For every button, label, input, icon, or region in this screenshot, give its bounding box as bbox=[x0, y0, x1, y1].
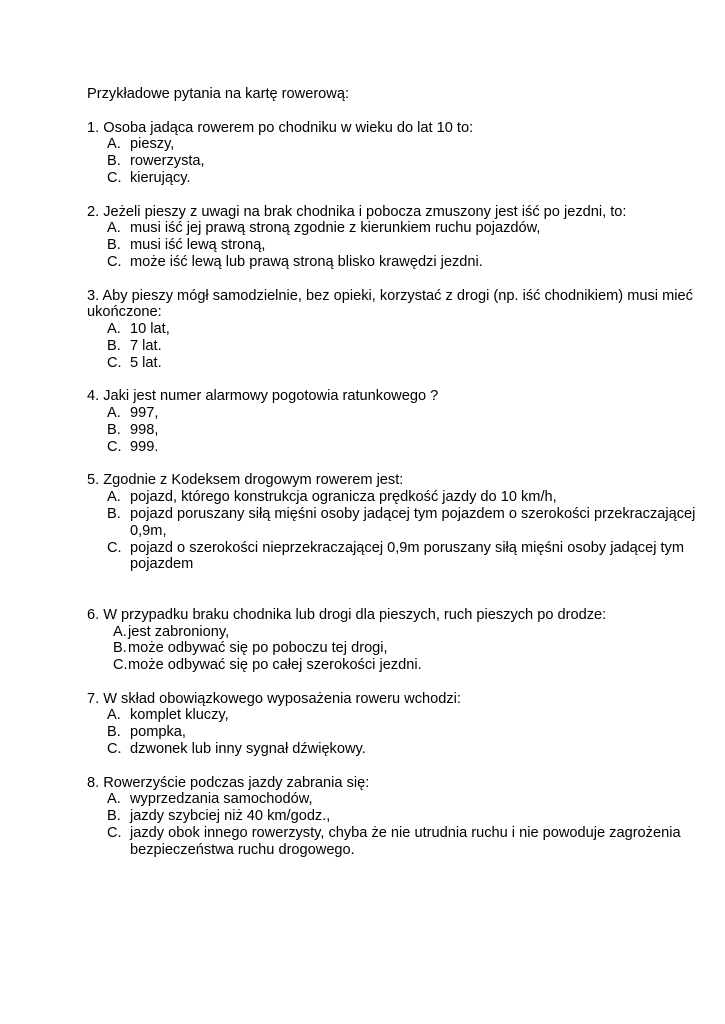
answer-option-c bbox=[87, 355, 697, 372]
answer-option-a bbox=[87, 405, 697, 422]
answer-option-b bbox=[87, 338, 697, 355]
answer-text: 998, bbox=[130, 421, 159, 438]
answer-letter: B. bbox=[107, 237, 121, 254]
answer-list bbox=[87, 321, 697, 371]
question-text: 7. W skład obowiązkowego wyposażenia roweru wchodzi: bbox=[87, 690, 461, 707]
answer-option-c bbox=[87, 657, 697, 674]
answer-letter: A. bbox=[107, 136, 121, 153]
answer-list bbox=[87, 791, 697, 858]
answer-text: pieszy, bbox=[130, 136, 175, 153]
answer-text: może odbywać się po całej szerokości jezdni. bbox=[128, 657, 422, 674]
question-text: 3. Aby pieszy mógł samodzielnie, bez opieki, korzystać z drogi (np. iść chodnikiem) musi mieć ukończone: bbox=[87, 287, 693, 321]
answer-letter: A. bbox=[107, 707, 121, 724]
answer-option-a bbox=[87, 220, 697, 237]
answer-text: pompka, bbox=[130, 724, 186, 741]
answer-letter: C. bbox=[107, 741, 122, 758]
answer-option-c bbox=[87, 825, 697, 859]
answer-option-c bbox=[87, 439, 697, 456]
answer-option-c bbox=[87, 540, 697, 574]
answer-option-b bbox=[87, 724, 697, 741]
answer-text: rowerzysta, bbox=[130, 153, 205, 170]
answer-text: jazdy szybciej niż 40 km/godz., bbox=[130, 808, 331, 825]
answer-letter: C. bbox=[107, 169, 122, 186]
answer-text: kierujący. bbox=[130, 169, 191, 186]
answer-text: może iść lewą lub prawą stroną blisko krawędzi jezdni. bbox=[130, 253, 483, 270]
answer-text: pojazd o szerokości nieprzekraczającej 0,9m poruszany siłą mięśni osoby jadącej tym pojazdem bbox=[130, 539, 685, 573]
answer-letter: B. bbox=[107, 421, 121, 438]
answer-text: pojazd, którego konstrukcja ogranicza prędkość jazdy do 10 km/h, bbox=[130, 489, 557, 506]
question-2 bbox=[87, 204, 697, 271]
answer-list bbox=[87, 489, 697, 573]
question-6 bbox=[87, 607, 697, 674]
question-4 bbox=[87, 388, 697, 455]
answer-letter: B. bbox=[113, 640, 127, 657]
answer-option-b bbox=[87, 153, 697, 170]
answer-text: 5 lat. bbox=[130, 354, 162, 371]
answer-option-a bbox=[87, 321, 697, 338]
document-content bbox=[87, 86, 697, 875]
answer-text: musi iść jej prawą stroną zgodnie z kierunkiem ruchu pojazdów, bbox=[130, 220, 541, 237]
answer-list bbox=[87, 220, 697, 270]
answer-text: 999. bbox=[130, 438, 159, 455]
answer-list bbox=[87, 624, 697, 674]
question-text: 4. Jaki jest numer alarmowy pogotowia ratunkowego ? bbox=[87, 388, 439, 405]
answer-letter: A. bbox=[107, 405, 121, 422]
answer-option-b bbox=[87, 237, 697, 254]
answer-option-a bbox=[87, 489, 697, 506]
answer-text: musi iść lewą stroną, bbox=[130, 237, 266, 254]
answer-option-a bbox=[87, 791, 697, 808]
answer-list bbox=[87, 707, 697, 757]
answer-letter: C. bbox=[107, 825, 122, 842]
answer-option-b bbox=[87, 422, 697, 439]
answer-letter: B. bbox=[107, 337, 121, 354]
answer-letter: C. bbox=[107, 539, 122, 556]
answer-option-b bbox=[87, 808, 697, 825]
answer-list bbox=[87, 405, 697, 455]
answer-text: dzwonek lub inny sygnał dźwiękowy. bbox=[130, 741, 366, 758]
question-text: 1. Osoba jadąca rowerem po chodniku w wieku do lat 10 to: bbox=[87, 119, 474, 136]
answer-text: jest zabroniony, bbox=[128, 623, 230, 640]
answer-text: 10 lat, bbox=[130, 321, 170, 338]
answer-letter: B. bbox=[107, 505, 121, 522]
question-text: 2. Jeżeli pieszy z uwagi na brak chodnika i pobocza zmuszony jest iść po jezdni, to: bbox=[87, 203, 627, 220]
answer-option-c bbox=[87, 170, 697, 187]
document-title: Przykładowe pytania na kartę rowerową: bbox=[87, 86, 350, 102]
answer-letter: C. bbox=[113, 657, 128, 674]
answer-option-a bbox=[87, 624, 697, 641]
answer-option-a bbox=[87, 136, 697, 153]
answer-letter: C. bbox=[107, 253, 122, 270]
answer-letter: B. bbox=[107, 153, 121, 170]
answer-letter: C. bbox=[107, 354, 122, 371]
answer-letter: A. bbox=[113, 623, 127, 640]
answer-letter: A. bbox=[107, 489, 121, 506]
answer-text: wyprzedzania samochodów, bbox=[130, 791, 313, 808]
answer-letter: A. bbox=[107, 220, 121, 237]
question-text: 5. Zgodnie z Kodeksem drogowym rowerem jest: bbox=[87, 472, 404, 489]
answer-letter: A. bbox=[107, 321, 121, 338]
question-7 bbox=[87, 691, 697, 758]
answer-option-b bbox=[87, 640, 697, 657]
question-1 bbox=[87, 120, 697, 187]
answer-option-b bbox=[87, 506, 697, 540]
answer-text: jazdy obok innego rowerzysty, chyba że nie utrudnia ruchu i nie powoduje zagrożenia bezpieczeństwa ruchu drogowego. bbox=[130, 825, 681, 858]
question-text: 8. Rowerzyście podczas jazdy zabrania się: bbox=[87, 774, 370, 791]
question-3 bbox=[87, 288, 697, 372]
answer-list bbox=[87, 136, 697, 186]
answer-text: może odbywać się po poboczu tej drogi, bbox=[128, 640, 388, 657]
answer-letter: B. bbox=[107, 724, 121, 741]
answer-letter: C. bbox=[107, 438, 122, 455]
answer-text: komplet kluczy, bbox=[130, 707, 229, 724]
answer-text: pojazd poruszany siłą mięśni osoby jadącej tym pojazdem o szerokości przekraczającej 0,9m, bbox=[130, 505, 696, 539]
question-text: 6. W przypadku braku chodnika lub drogi dla pieszych, ruch pieszych po drodze: bbox=[87, 606, 607, 623]
answer-text: 997, bbox=[130, 405, 159, 422]
question-5 bbox=[87, 472, 697, 573]
answer-option-a bbox=[87, 707, 697, 724]
answer-letter: A. bbox=[107, 791, 121, 808]
answer-option-c bbox=[87, 741, 697, 758]
answer-letter: B. bbox=[107, 808, 121, 825]
question-8 bbox=[87, 775, 697, 859]
answer-text: 7 lat. bbox=[130, 337, 162, 354]
answer-option-c bbox=[87, 254, 697, 271]
